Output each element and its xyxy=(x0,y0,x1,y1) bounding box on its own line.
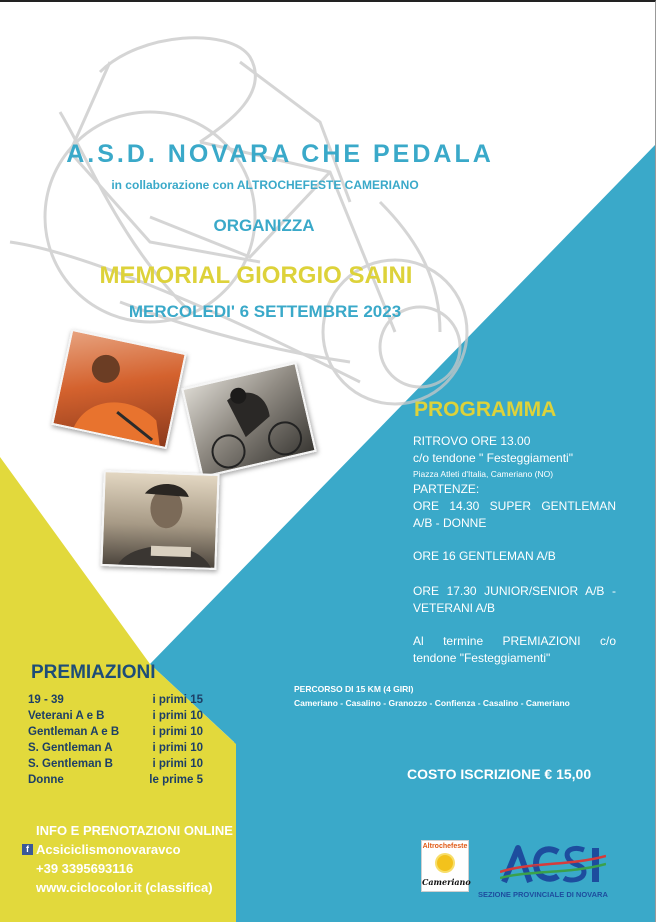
start-junior-senior-cont: VETERANI A/B xyxy=(413,601,496,615)
website-link[interactable]: www.ciclocolor.it (classifica) xyxy=(36,880,213,895)
award-category: 19 - 39 xyxy=(28,694,64,706)
entry-fee: COSTO ISCRIZIONE € 15,00 xyxy=(407,766,592,782)
altrochefeste-logo-script: Cameriano xyxy=(422,877,471,887)
award-row xyxy=(28,758,210,774)
award-places: i primi 10 xyxy=(152,710,203,722)
facebook-icon: f xyxy=(22,844,33,855)
award-row xyxy=(28,726,210,742)
route-length: PERCORSO DI 15 KM (4 GIRI) xyxy=(294,684,414,694)
award-places: i primi 15 xyxy=(152,694,203,706)
award-places: i primi 10 xyxy=(152,742,203,754)
premiazioni-heading: PREMIAZIONI xyxy=(31,662,156,683)
award-category: Veterani A e B xyxy=(28,710,105,722)
info-heading: INFO E PRENOTAZIONI ONLINE xyxy=(36,823,233,838)
start-super-gentleman-cont: A/B - DONNE xyxy=(413,516,487,530)
cyclist-portrait-photo xyxy=(100,470,219,570)
acsi-logo-text: ACSI xyxy=(532,864,540,868)
award-places: i primi 10 xyxy=(152,758,203,770)
programma-heading: PROGRAMMA xyxy=(414,398,557,421)
route-towns: Cameriano - Casalino - Granozzo - Confienza - Casalino - Cameriano xyxy=(294,698,570,708)
acsi-section-label: SEZIONE PROVINCIALE DI NOVARA xyxy=(478,890,608,899)
start-junior-senior: ORE 17.30 JUNIOR/SENIOR A/B - xyxy=(413,584,616,598)
award-category: S. Gentleman A xyxy=(28,742,113,754)
altrochefeste-logo xyxy=(421,840,469,892)
award-category: S. Gentleman B xyxy=(28,758,113,770)
event-date: MERCOLEDI' 6 SETTEMBRE 2023 xyxy=(128,302,402,321)
acsi-logo xyxy=(500,842,606,886)
award-row xyxy=(28,742,210,758)
premiazioni-note: Al termine PREMIAZIONI c/o xyxy=(413,634,616,648)
sun-icon xyxy=(437,855,453,871)
award-category: Donne xyxy=(28,774,64,786)
facebook-page[interactable]: Acsiciclismonovaravco xyxy=(36,842,181,857)
award-row xyxy=(28,694,210,710)
start-super-gentleman: ORE 14.30 SUPER GENTLEMAN xyxy=(413,499,616,513)
altrochefeste-logo-text: Altrochefeste xyxy=(422,843,468,850)
award-row xyxy=(28,774,210,790)
award-row xyxy=(28,710,210,726)
premiazioni-note-cont: tendone "Festeggiamenti" xyxy=(413,651,551,665)
ritrovo-time: RITROVO ORE 13.00 xyxy=(413,434,531,448)
award-places: i primi 10 xyxy=(152,726,203,738)
collaboration-note: in collaborazione con ALTROCHEFESTE CAMERIANO xyxy=(111,178,419,192)
start-gentleman: ORE 16 GENTLEMAN A/B xyxy=(413,549,556,563)
ritrovo-address: Piazza Atleti d'Italia, Cameriano (NO) xyxy=(413,469,554,479)
event-name: MEMORIAL GIORGIO SAINI xyxy=(99,262,413,289)
award-category: Gentleman A e B xyxy=(28,726,120,738)
partenze-label: PARTENZE: xyxy=(413,482,480,496)
organizer-title: A.S.D. NOVARA CHE PEDALA xyxy=(66,140,494,168)
award-places: le prime 5 xyxy=(149,774,203,786)
phone-number[interactable]: +39 3395693116 xyxy=(36,861,134,876)
ritrovo-place: c/o tendone " Festeggiamenti" xyxy=(413,451,573,465)
organizza-label: ORGANIZZA xyxy=(213,216,315,235)
